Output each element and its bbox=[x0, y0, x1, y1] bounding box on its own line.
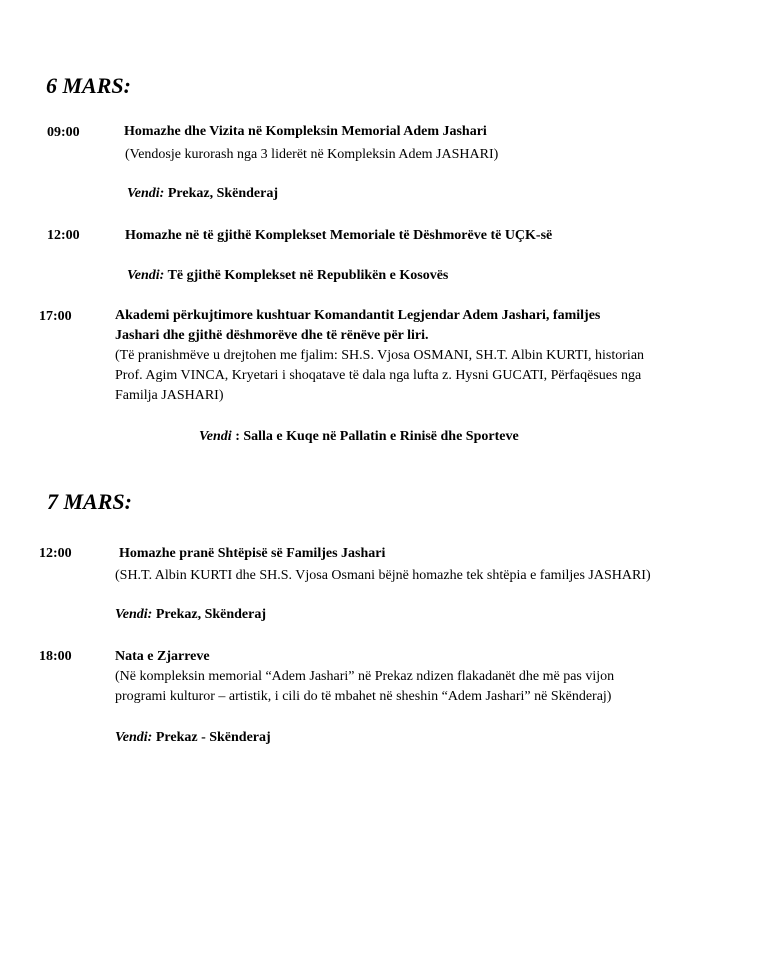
day-heading-6-mars: 6 MARS: bbox=[46, 73, 131, 98]
event-time: 12:00 bbox=[47, 228, 80, 243]
venue-label: Vendi: bbox=[127, 268, 165, 283]
event-venue bbox=[199, 429, 519, 445]
venue-label: Vendi: bbox=[115, 730, 153, 745]
event-time: 17:00 bbox=[39, 309, 72, 324]
event-title: Homazhe në të gjithë Komplekset Memoriale të Dëshmorëve të UÇK-së bbox=[125, 228, 553, 243]
venue-text: Prekaz, Skënderaj bbox=[155, 607, 267, 622]
venue-text: Të gjithë Komplekset në Republikën e Kosovës bbox=[167, 268, 449, 283]
event-title: Nata e Zjarreve bbox=[115, 649, 210, 664]
venue-label: Vendi: bbox=[127, 186, 165, 201]
event-details: Familja JASHARI) bbox=[115, 388, 224, 403]
event-details: (Vendosje kurorash nga 3 liderët në Kompleksin Adem JASHARI) bbox=[125, 147, 499, 162]
event-venue bbox=[127, 186, 278, 202]
venue-label: Vendi: bbox=[115, 607, 153, 622]
venue-text: : Salla e Kuqe në Pallatin e Rinisë dhe Sporteve bbox=[235, 429, 519, 444]
venue-text: Prekaz, Skënderaj bbox=[167, 186, 279, 201]
event-title: Jashari dhe gjithë dëshmorëve dhe të rënëve për liri. bbox=[115, 328, 429, 343]
event-time: 09:00 bbox=[47, 125, 80, 140]
event-venue bbox=[115, 607, 266, 623]
event-time: 18:00 bbox=[39, 649, 72, 664]
venue-label: Vendi bbox=[199, 429, 232, 444]
event-details: (Të pranishmëve u drejtohen me fjalim: SH.S. Vjosa OSMANI, SH.T. Albin KURTI, historian bbox=[115, 348, 645, 363]
event-venue bbox=[115, 730, 271, 746]
event-details: (SH.T. Albin KURTI dhe SH.S. Vjosa Osmani bëjnë homazhe tek shtëpia e familjes JASHARI) bbox=[115, 568, 651, 583]
event-details: programi kulturor – artistik, i cili do të mbahet në sheshin “Adem Jashari” në Skënderaj) bbox=[115, 689, 612, 704]
event-details: Prof. Agim VINCA, Kryetari i shoqatave të dala nga lufta z. Hysni GUCATI, Përfaqësues nga bbox=[115, 368, 642, 383]
event-title: Homazhe dhe Vizita në Kompleksin Memorial Adem Jashari bbox=[124, 124, 487, 139]
day-heading-7-mars: 7 MARS: bbox=[47, 489, 132, 514]
event-time: 12:00 bbox=[39, 546, 72, 561]
event-title: Homazhe pranë Shtëpisë së Familjes Jashari bbox=[119, 546, 386, 561]
event-details: (Në kompleksin memorial “Adem Jashari” në Prekaz ndizen flakadanët dhe më pas vijon bbox=[115, 669, 615, 684]
venue-text: Prekaz - Skënderaj bbox=[155, 730, 271, 745]
event-venue bbox=[127, 268, 448, 284]
event-title: Akademi përkujtimore kushtuar Komandantit Legjendar Adem Jashari, familjes bbox=[115, 308, 601, 323]
